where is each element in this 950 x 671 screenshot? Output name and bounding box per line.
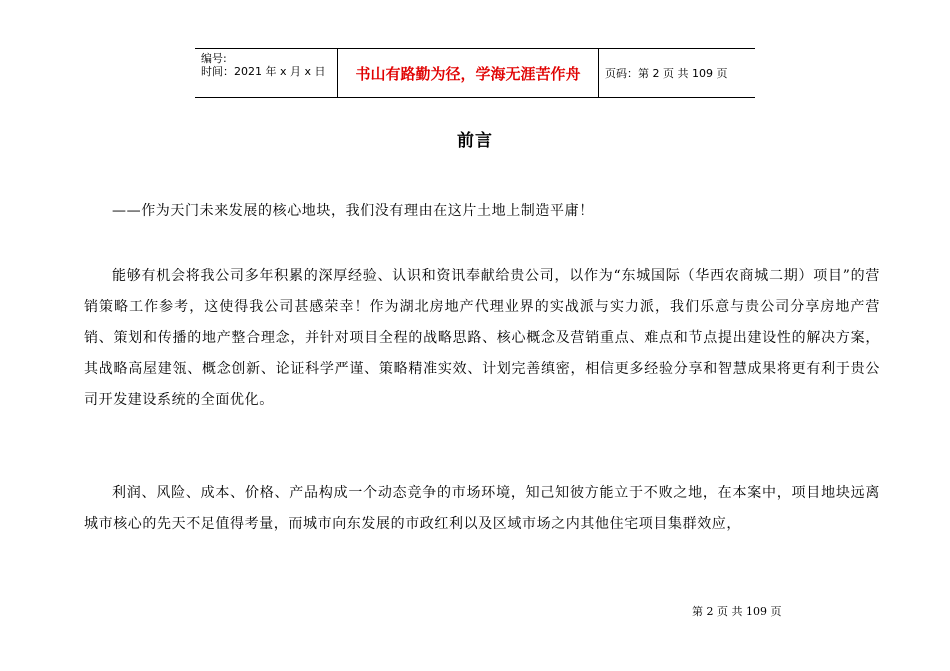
document-time-label: 时间：2021 年 x 月 x 日 xyxy=(201,65,326,78)
header-page-info: 页码：第 2 页 共 109 页 xyxy=(605,67,728,80)
page-footer: 第 2 页 共 109 页 xyxy=(692,605,782,618)
paragraph-intro: 能够有机会将我公司多年积累的深厚经验、认识和资讯奉献给贵公司，以作为“东城国际（华西农商城二期）项目”的营销策略工作参考，这使得我公司甚感荣幸！作为湖北房地产代理业界的实战派与实力派，我们乐意与贵公司分享房地产营销、策划和传播的地产整合理念，并针对项目全程的战略思路、核心概念及营销重点、难点和节点提出建设性的解决方案，其战略高屋建瓴、概念创新、论证科学严谨、策略精准实效、计划完善缜密，相信更多经验分享和智慧成果将更有利于贵公司开发建设系统的全面优化。 xyxy=(84,268,880,408)
page-header-table xyxy=(195,48,755,98)
header-motto-cell xyxy=(337,49,599,97)
document-number-label: 编号: xyxy=(201,52,227,65)
header-motto: 书山有路勤为径，学海无涯苦作舟 xyxy=(355,64,581,83)
document-title: 前言 xyxy=(457,131,493,151)
header-meta-cell xyxy=(195,49,337,97)
paragraph-market: 利润、风险、成本、价格、产品构成一个动态竞争的市场环境，知己知彼方能立于不败之地，在本案中，项目地块远离城市核心的先天不足值得考量，而城市向东发展的市政红利以及区域市场之内其他住宅项目集群效应， xyxy=(84,485,880,532)
paragraph-slogan: ——作为天门未来发展的核心地块，我们没有理由在这片土地上制造平庸！ xyxy=(112,203,594,219)
header-page-cell xyxy=(599,49,755,97)
